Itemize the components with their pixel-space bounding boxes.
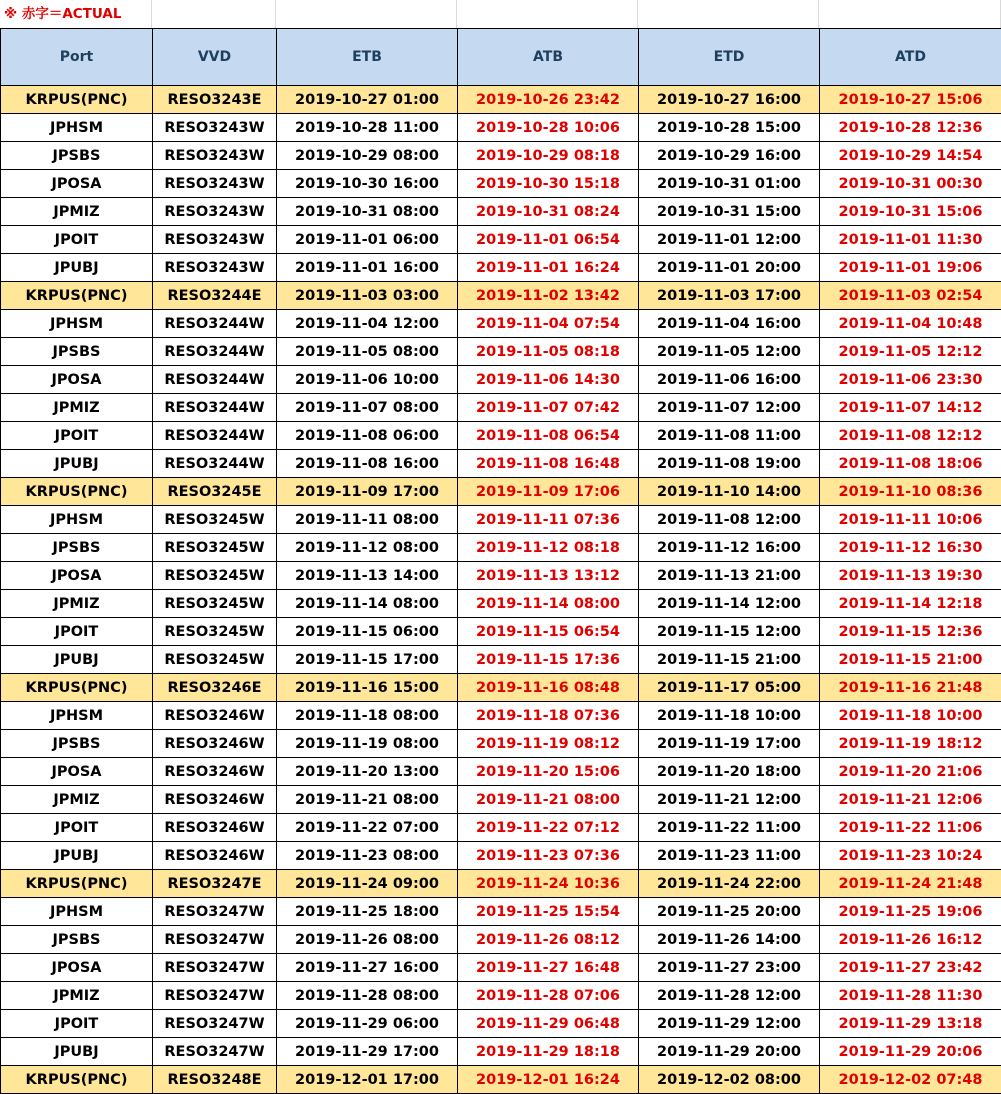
table-row [1, 562, 1001, 590]
atb-cell: 2019-10-26 23:42 [458, 86, 639, 114]
atd-cell: 2019-11-16 21:48 [820, 674, 1001, 702]
atd-cell: 2019-11-13 19:30 [820, 562, 1001, 590]
column-header-etd: ETD [639, 29, 820, 86]
port-cell: KRPUS(PNC) [1, 282, 153, 310]
schedule-table-body [1, 86, 1001, 1094]
etd-cell: 2019-11-03 17:00 [639, 282, 820, 310]
atb-cell: 2019-11-13 13:12 [458, 562, 639, 590]
atb-cell: 2019-10-30 15:18 [458, 170, 639, 198]
table-row [1, 450, 1001, 478]
etd-cell: 2019-11-15 12:00 [639, 618, 820, 646]
table-row [1, 1010, 1001, 1038]
vvd-cell: RESO3244W [153, 422, 277, 450]
vvd-cell: RESO3247W [153, 954, 277, 982]
vvd-cell: RESO3246W [153, 730, 277, 758]
etb-cell: 2019-11-05 08:00 [277, 338, 458, 366]
table-row [1, 422, 1001, 450]
vvd-cell: RESO3246W [153, 786, 277, 814]
etd-cell: 2019-11-08 11:00 [639, 422, 820, 450]
etd-cell: 2019-11-06 16:00 [639, 366, 820, 394]
table-row [1, 254, 1001, 282]
etd-cell: 2019-10-28 15:00 [639, 114, 820, 142]
port-cell: JPMIZ [1, 198, 153, 226]
atd-cell: 2019-11-11 10:06 [820, 506, 1001, 534]
table-row [1, 394, 1001, 422]
table-row [1, 86, 1001, 114]
table-row [1, 646, 1001, 674]
atb-cell: 2019-11-22 07:12 [458, 814, 639, 842]
etb-cell: 2019-11-08 16:00 [277, 450, 458, 478]
etd-cell: 2019-10-31 01:00 [639, 170, 820, 198]
atd-cell: 2019-11-20 21:06 [820, 758, 1001, 786]
atb-cell: 2019-10-28 10:06 [458, 114, 639, 142]
port-cell: JPSBS [1, 534, 153, 562]
atd-cell: 2019-11-18 10:00 [820, 702, 1001, 730]
atb-cell: 2019-11-04 07:54 [458, 310, 639, 338]
port-cell: JPHSM [1, 114, 153, 142]
etd-cell: 2019-11-23 11:00 [639, 842, 820, 870]
vvd-cell: RESO3245W [153, 618, 277, 646]
atb-cell: 2019-11-06 14:30 [458, 366, 639, 394]
atd-cell: 2019-11-15 12:36 [820, 618, 1001, 646]
etb-cell: 2019-11-08 06:00 [277, 422, 458, 450]
column-header-atb: ATB [458, 29, 639, 86]
table-row [1, 786, 1001, 814]
table-row [1, 338, 1001, 366]
etb-cell: 2019-11-23 08:00 [277, 842, 458, 870]
atd-cell: 2019-11-01 19:06 [820, 254, 1001, 282]
etd-cell: 2019-10-29 16:00 [639, 142, 820, 170]
etd-cell: 2019-11-18 10:00 [639, 702, 820, 730]
atd-cell: 2019-11-21 12:06 [820, 786, 1001, 814]
etb-cell: 2019-11-20 13:00 [277, 758, 458, 786]
atd-cell: 2019-11-14 12:18 [820, 590, 1001, 618]
column-header-port: Port [1, 29, 153, 86]
port-cell: JPOSA [1, 758, 153, 786]
atd-cell: 2019-11-28 11:30 [820, 982, 1001, 1010]
table-row [1, 478, 1001, 506]
etd-cell: 2019-11-13 21:00 [639, 562, 820, 590]
etb-cell: 2019-12-01 17:00 [277, 1066, 458, 1094]
vvd-cell: RESO3247E [153, 870, 277, 898]
atd-cell: 2019-10-27 15:06 [820, 86, 1001, 114]
atb-cell: 2019-11-15 17:36 [458, 646, 639, 674]
etd-cell: 2019-11-21 12:00 [639, 786, 820, 814]
table-row [1, 310, 1001, 338]
table-row [1, 506, 1001, 534]
vvd-cell: RESO3243W [153, 170, 277, 198]
table-row [1, 226, 1001, 254]
table-row [1, 982, 1001, 1010]
etb-cell: 2019-11-07 08:00 [277, 394, 458, 422]
etb-cell: 2019-10-27 01:00 [277, 86, 458, 114]
table-row [1, 814, 1001, 842]
atd-cell: 2019-10-28 12:36 [820, 114, 1001, 142]
etb-cell: 2019-11-25 18:00 [277, 898, 458, 926]
etd-cell: 2019-11-24 22:00 [639, 870, 820, 898]
port-cell: JPSBS [1, 142, 153, 170]
column-header-vvd: VVD [153, 29, 277, 86]
port-cell: JPUBJ [1, 450, 153, 478]
port-cell: JPHSM [1, 310, 153, 338]
port-cell: JPOSA [1, 562, 153, 590]
etd-cell: 2019-11-22 11:00 [639, 814, 820, 842]
atd-cell: 2019-11-29 20:06 [820, 1038, 1001, 1066]
atb-cell: 2019-11-25 15:54 [458, 898, 639, 926]
etb-cell: 2019-11-19 08:00 [277, 730, 458, 758]
port-cell: JPMIZ [1, 786, 153, 814]
port-cell: KRPUS(PNC) [1, 674, 153, 702]
port-cell: JPOIT [1, 814, 153, 842]
etd-cell: 2019-11-04 16:00 [639, 310, 820, 338]
etd-cell: 2019-11-29 20:00 [639, 1038, 820, 1066]
etb-cell: 2019-11-29 06:00 [277, 1010, 458, 1038]
atd-cell: 2019-11-24 21:48 [820, 870, 1001, 898]
table-row [1, 898, 1001, 926]
table-row [1, 842, 1001, 870]
atd-cell: 2019-11-07 14:12 [820, 394, 1001, 422]
atb-cell: 2019-12-01 16:24 [458, 1066, 639, 1094]
atd-cell: 2019-11-03 02:54 [820, 282, 1001, 310]
atb-cell: 2019-11-24 10:36 [458, 870, 639, 898]
vvd-cell: RESO3247W [153, 982, 277, 1010]
vvd-cell: RESO3244W [153, 310, 277, 338]
atb-cell: 2019-11-20 15:06 [458, 758, 639, 786]
table-row [1, 198, 1001, 226]
atd-cell: 2019-10-31 15:06 [820, 198, 1001, 226]
etb-cell: 2019-11-01 16:00 [277, 254, 458, 282]
note-row [0, 0, 1001, 28]
atb-cell: 2019-11-21 08:00 [458, 786, 639, 814]
atd-cell: 2019-10-29 14:54 [820, 142, 1001, 170]
etb-cell: 2019-11-14 08:00 [277, 590, 458, 618]
etb-cell: 2019-11-03 03:00 [277, 282, 458, 310]
etd-cell: 2019-11-19 17:00 [639, 730, 820, 758]
etb-cell: 2019-11-18 08:00 [277, 702, 458, 730]
etd-cell: 2019-12-02 08:00 [639, 1066, 820, 1094]
etd-cell: 2019-11-28 12:00 [639, 982, 820, 1010]
table-row [1, 1038, 1001, 1066]
table-row [1, 170, 1001, 198]
etd-cell: 2019-11-01 12:00 [639, 226, 820, 254]
port-cell: JPSBS [1, 338, 153, 366]
etb-cell: 2019-11-29 17:00 [277, 1038, 458, 1066]
etd-cell: 2019-10-31 15:00 [639, 198, 820, 226]
etb-cell: 2019-11-22 07:00 [277, 814, 458, 842]
atb-cell: 2019-11-14 08:00 [458, 590, 639, 618]
etd-cell: 2019-11-17 05:00 [639, 674, 820, 702]
port-cell: JPUBJ [1, 254, 153, 282]
port-cell: KRPUS(PNC) [1, 86, 153, 114]
atb-cell: 2019-11-11 07:36 [458, 506, 639, 534]
vvd-cell: RESO3243W [153, 142, 277, 170]
port-cell: JPUBJ [1, 842, 153, 870]
atd-cell: 2019-11-27 23:42 [820, 954, 1001, 982]
etb-cell: 2019-10-29 08:00 [277, 142, 458, 170]
atb-cell: 2019-11-07 07:42 [458, 394, 639, 422]
etd-cell: 2019-11-25 20:00 [639, 898, 820, 926]
atb-cell: 2019-11-16 08:48 [458, 674, 639, 702]
table-row [1, 1066, 1001, 1094]
table-row [1, 926, 1001, 954]
etb-cell: 2019-11-06 10:00 [277, 366, 458, 394]
port-cell: JPHSM [1, 898, 153, 926]
vvd-cell: RESO3245W [153, 590, 277, 618]
port-cell: JPOSA [1, 954, 153, 982]
table-row [1, 534, 1001, 562]
atb-cell: 2019-11-02 13:42 [458, 282, 639, 310]
vvd-cell: RESO3246W [153, 842, 277, 870]
actual-legend-note: ※ 赤字＝ACTUAL [0, 0, 152, 28]
table-row [1, 954, 1001, 982]
atb-cell: 2019-11-15 06:54 [458, 618, 639, 646]
table-row [1, 702, 1001, 730]
port-cell: JPSBS [1, 926, 153, 954]
atb-cell: 2019-11-28 07:06 [458, 982, 639, 1010]
atd-cell: 2019-11-10 08:36 [820, 478, 1001, 506]
etb-cell: 2019-11-15 17:00 [277, 646, 458, 674]
etd-cell: 2019-11-10 14:00 [639, 478, 820, 506]
port-cell: KRPUS(PNC) [1, 478, 153, 506]
vvd-cell: RESO3244E [153, 282, 277, 310]
atd-cell: 2019-12-02 07:48 [820, 1066, 1001, 1094]
etb-cell: 2019-11-15 06:00 [277, 618, 458, 646]
port-cell: JPUBJ [1, 646, 153, 674]
etb-cell: 2019-11-01 06:00 [277, 226, 458, 254]
port-cell: KRPUS(PNC) [1, 1066, 153, 1094]
atd-cell: 2019-11-12 16:30 [820, 534, 1001, 562]
port-cell: JPMIZ [1, 982, 153, 1010]
vvd-cell: RESO3246E [153, 674, 277, 702]
etd-cell: 2019-11-27 23:00 [639, 954, 820, 982]
port-cell: JPSBS [1, 730, 153, 758]
etd-cell: 2019-11-14 12:00 [639, 590, 820, 618]
vvd-cell: RESO3243E [153, 86, 277, 114]
etb-cell: 2019-11-28 08:00 [277, 982, 458, 1010]
etd-cell: 2019-11-08 19:00 [639, 450, 820, 478]
etb-cell: 2019-11-16 15:00 [277, 674, 458, 702]
column-header-atd: ATD [820, 29, 1001, 86]
etd-cell: 2019-11-29 12:00 [639, 1010, 820, 1038]
atd-cell: 2019-11-22 11:06 [820, 814, 1001, 842]
table-row [1, 674, 1001, 702]
etd-cell: 2019-10-27 16:00 [639, 86, 820, 114]
atd-cell: 2019-11-01 11:30 [820, 226, 1001, 254]
atb-cell: 2019-11-29 18:18 [458, 1038, 639, 1066]
vvd-cell: RESO3245W [153, 506, 277, 534]
vvd-cell: RESO3245W [153, 562, 277, 590]
etb-cell: 2019-10-31 08:00 [277, 198, 458, 226]
table-row [1, 282, 1001, 310]
port-cell: JPUBJ [1, 1038, 153, 1066]
atb-cell: 2019-11-08 16:48 [458, 450, 639, 478]
port-cell: JPOIT [1, 422, 153, 450]
vvd-cell: RESO3245W [153, 534, 277, 562]
vvd-cell: RESO3243W [153, 254, 277, 282]
atb-cell: 2019-11-29 06:48 [458, 1010, 639, 1038]
atb-cell: 2019-11-27 16:48 [458, 954, 639, 982]
atd-cell: 2019-11-08 12:12 [820, 422, 1001, 450]
table-row [1, 142, 1001, 170]
atb-cell: 2019-11-26 08:12 [458, 926, 639, 954]
atb-cell: 2019-11-19 08:12 [458, 730, 639, 758]
atd-cell: 2019-11-25 19:06 [820, 898, 1001, 926]
vvd-cell: RESO3244W [153, 394, 277, 422]
etd-cell: 2019-11-26 14:00 [639, 926, 820, 954]
etb-cell: 2019-11-11 08:00 [277, 506, 458, 534]
vvd-cell: RESO3247W [153, 1010, 277, 1038]
atb-cell: 2019-11-01 16:24 [458, 254, 639, 282]
port-cell: KRPUS(PNC) [1, 870, 153, 898]
etb-cell: 2019-11-13 14:00 [277, 562, 458, 590]
atd-cell: 2019-11-04 10:48 [820, 310, 1001, 338]
atb-cell: 2019-11-05 08:18 [458, 338, 639, 366]
table-row [1, 366, 1001, 394]
atb-cell: 2019-10-31 08:24 [458, 198, 639, 226]
schedule-table [0, 28, 1001, 1094]
atd-cell: 2019-11-08 18:06 [820, 450, 1001, 478]
atb-cell: 2019-11-23 07:36 [458, 842, 639, 870]
atd-cell: 2019-11-19 18:12 [820, 730, 1001, 758]
vvd-cell: RESO3244W [153, 450, 277, 478]
port-cell: JPOSA [1, 366, 153, 394]
etb-cell: 2019-10-28 11:00 [277, 114, 458, 142]
atb-cell: 2019-11-18 07:36 [458, 702, 639, 730]
etd-cell: 2019-11-05 12:00 [639, 338, 820, 366]
table-row [1, 870, 1001, 898]
port-cell: JPOIT [1, 1010, 153, 1038]
vvd-cell: RESO3245E [153, 478, 277, 506]
etb-cell: 2019-11-04 12:00 [277, 310, 458, 338]
atd-cell: 2019-11-15 21:00 [820, 646, 1001, 674]
atb-cell: 2019-11-12 08:18 [458, 534, 639, 562]
vvd-cell: RESO3248E [153, 1066, 277, 1094]
vvd-cell: RESO3247W [153, 898, 277, 926]
port-cell: JPOSA [1, 170, 153, 198]
note-row-spacer [152, 0, 1001, 28]
atd-cell: 2019-11-05 12:12 [820, 338, 1001, 366]
vvd-cell: RESO3246W [153, 814, 277, 842]
etb-cell: 2019-11-09 17:00 [277, 478, 458, 506]
atd-cell: 2019-11-23 10:24 [820, 842, 1001, 870]
vvd-cell: RESO3243W [153, 114, 277, 142]
port-cell: JPHSM [1, 702, 153, 730]
atb-cell: 2019-11-09 17:06 [458, 478, 639, 506]
port-cell: JPMIZ [1, 394, 153, 422]
etd-cell: 2019-11-20 18:00 [639, 758, 820, 786]
vvd-cell: RESO3243W [153, 226, 277, 254]
etd-cell: 2019-11-07 12:00 [639, 394, 820, 422]
port-cell: JPOIT [1, 618, 153, 646]
etd-cell: 2019-11-08 12:00 [639, 506, 820, 534]
vvd-cell: RESO3243W [153, 198, 277, 226]
etb-cell: 2019-11-24 09:00 [277, 870, 458, 898]
table-row [1, 618, 1001, 646]
atb-cell: 2019-10-29 08:18 [458, 142, 639, 170]
table-row [1, 730, 1001, 758]
vvd-cell: RESO3244W [153, 338, 277, 366]
etb-cell: 2019-10-30 16:00 [277, 170, 458, 198]
column-header-etb: ETB [277, 29, 458, 86]
vvd-cell: RESO3247W [153, 926, 277, 954]
port-cell: JPOIT [1, 226, 153, 254]
etb-cell: 2019-11-12 08:00 [277, 534, 458, 562]
etb-cell: 2019-11-26 08:00 [277, 926, 458, 954]
etb-cell: 2019-11-21 08:00 [277, 786, 458, 814]
atd-cell: 2019-11-26 16:12 [820, 926, 1001, 954]
atd-cell: 2019-11-06 23:30 [820, 366, 1001, 394]
table-row [1, 758, 1001, 786]
atb-cell: 2019-11-08 06:54 [458, 422, 639, 450]
schedule-table-header [1, 29, 1001, 86]
vvd-cell: RESO3244W [153, 366, 277, 394]
vvd-cell: RESO3246W [153, 758, 277, 786]
table-row [1, 590, 1001, 618]
vvd-cell: RESO3247W [153, 1038, 277, 1066]
atb-cell: 2019-11-01 06:54 [458, 226, 639, 254]
port-cell: JPMIZ [1, 590, 153, 618]
table-row [1, 114, 1001, 142]
vvd-cell: RESO3245W [153, 646, 277, 674]
vvd-cell: RESO3246W [153, 702, 277, 730]
etb-cell: 2019-11-27 16:00 [277, 954, 458, 982]
etd-cell: 2019-11-15 21:00 [639, 646, 820, 674]
atd-cell: 2019-11-29 13:18 [820, 1010, 1001, 1038]
etd-cell: 2019-11-12 16:00 [639, 534, 820, 562]
atd-cell: 2019-10-31 00:30 [820, 170, 1001, 198]
port-cell: JPHSM [1, 506, 153, 534]
etd-cell: 2019-11-01 20:00 [639, 254, 820, 282]
